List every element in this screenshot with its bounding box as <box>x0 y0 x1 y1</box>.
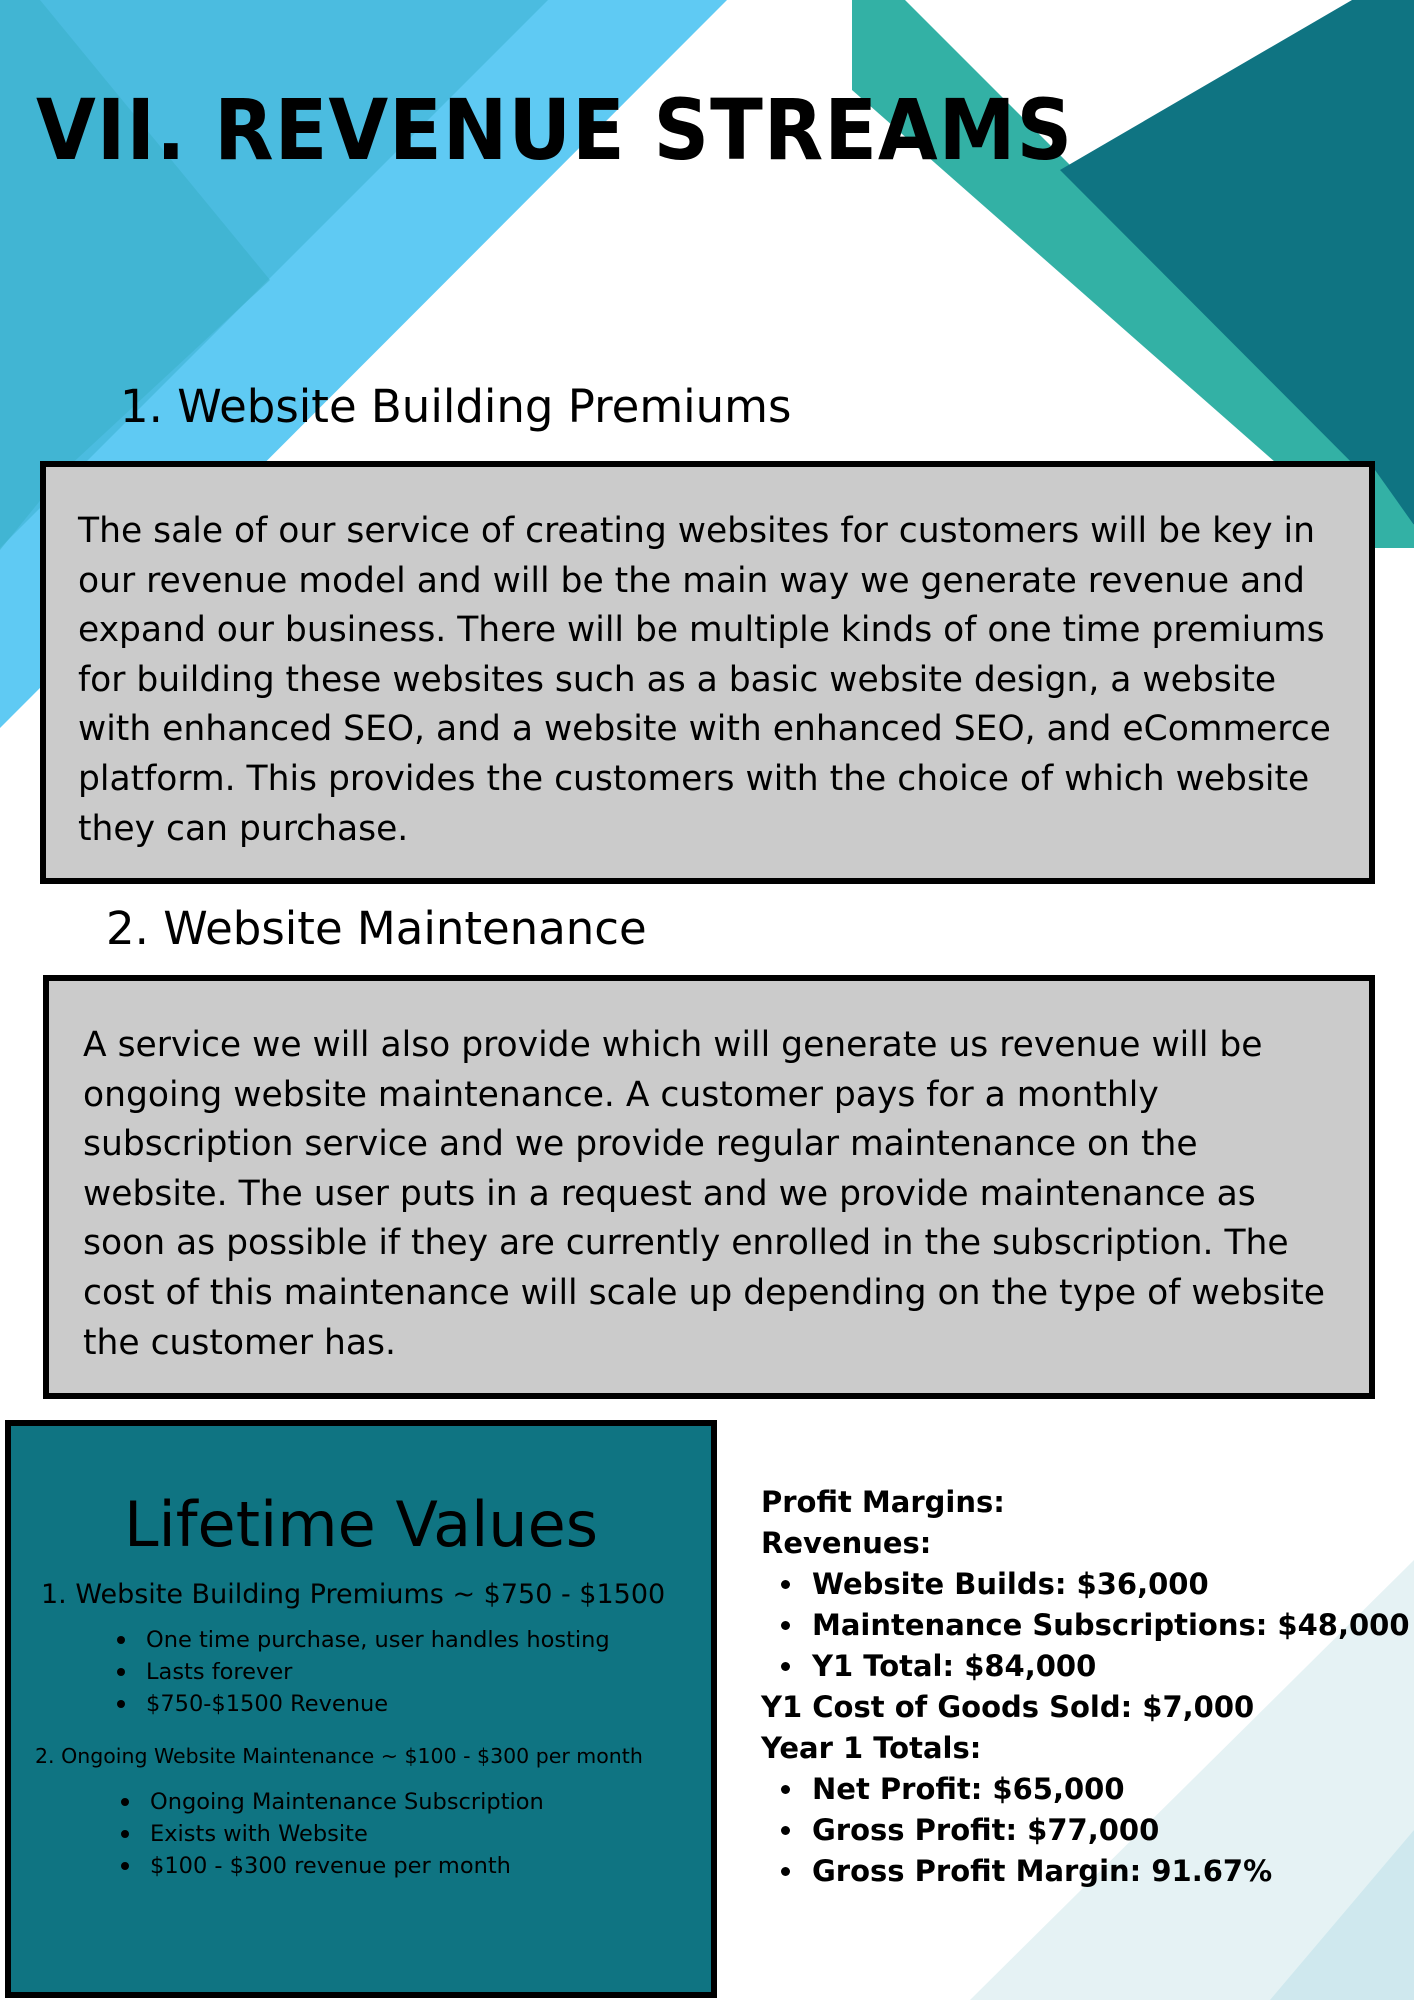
website-building-description: The sale of our service of creating websites for customers will be key in our revenue model and will be the main way we generate revenue and expand our business. There will be multiple kinds of one time premiums for building these websites such as a basic website design, a website with enhanced SEO, and a website with enhanced SEO, and eCommerce platform. This provides the customers with the choice of which website they can purchase. <box>78 511 1331 849</box>
section-heading-website-maintenance: 2. Website Maintenance <box>106 902 647 955</box>
list-item: One time purchase, user handles hosting <box>111 1624 610 1656</box>
list-item: $750-$1500 Revenue <box>111 1688 610 1720</box>
website-building-description-box <box>40 461 1375 884</box>
website-maintenance-description: A service we will also provide which will generate us revenue will be ongoing website maintenance. A customer pays for a monthly subscription service and we provide regular maintenance on the website. The user puts in a request and we provide maintenance as soon as possible if they are currently enrolled in the subscription. The cost of this maintenance will scale up depending on the type of website the customer has. <box>83 1025 1325 1363</box>
section-heading-website-building: 1. Website Building Premiums <box>120 380 792 433</box>
list-item: Ongoing Maintenance Subscription <box>115 1786 544 1818</box>
year-totals-label: Year 1 Totals: <box>761 1731 982 1765</box>
list-item: Gross Profit: $77,000 <box>761 1810 1410 1851</box>
list-item: Net Profit: $65,000 <box>761 1769 1410 1810</box>
profit-margins-summary <box>761 1482 1410 1892</box>
list-item: $100 - $300 revenue per month <box>115 1850 544 1882</box>
lifetime-value-item-building: 1. Website Building Premiums ~ $750 - $1500 <box>41 1579 666 1610</box>
cogs-line: Y1 Cost of Goods Sold: $7,000 <box>761 1690 1255 1724</box>
lifetime-value-building-bullets <box>111 1624 610 1720</box>
list-item: Lasts forever <box>111 1656 610 1688</box>
list-item: Gross Profit Margin: 91.67% <box>761 1851 1410 1892</box>
lifetime-values-title: Lifetime Values <box>123 1488 599 1561</box>
lifetime-value-item-maintenance: 2. Ongoing Website Maintenance ~ $100 - $300 per month <box>35 1744 643 1768</box>
list-item: Maintenance Subscriptions: $48,000 <box>761 1605 1410 1646</box>
lifetime-value-maintenance-bullets <box>115 1786 544 1882</box>
list-item: Exists with Website <box>115 1818 544 1850</box>
revenues-list <box>761 1564 1410 1687</box>
website-maintenance-description-box <box>43 975 1375 1399</box>
profit-margins-label: Profit Margins: <box>761 1485 1005 1519</box>
revenues-label: Revenues: <box>761 1526 932 1560</box>
lifetime-values-panel <box>5 1420 717 1998</box>
list-item: Y1 Total: $84,000 <box>761 1646 1410 1687</box>
page-title: VII. REVENUE STREAMS <box>36 81 1074 179</box>
list-item: Website Builds: $36,000 <box>761 1564 1410 1605</box>
year-totals-list <box>761 1769 1410 1892</box>
